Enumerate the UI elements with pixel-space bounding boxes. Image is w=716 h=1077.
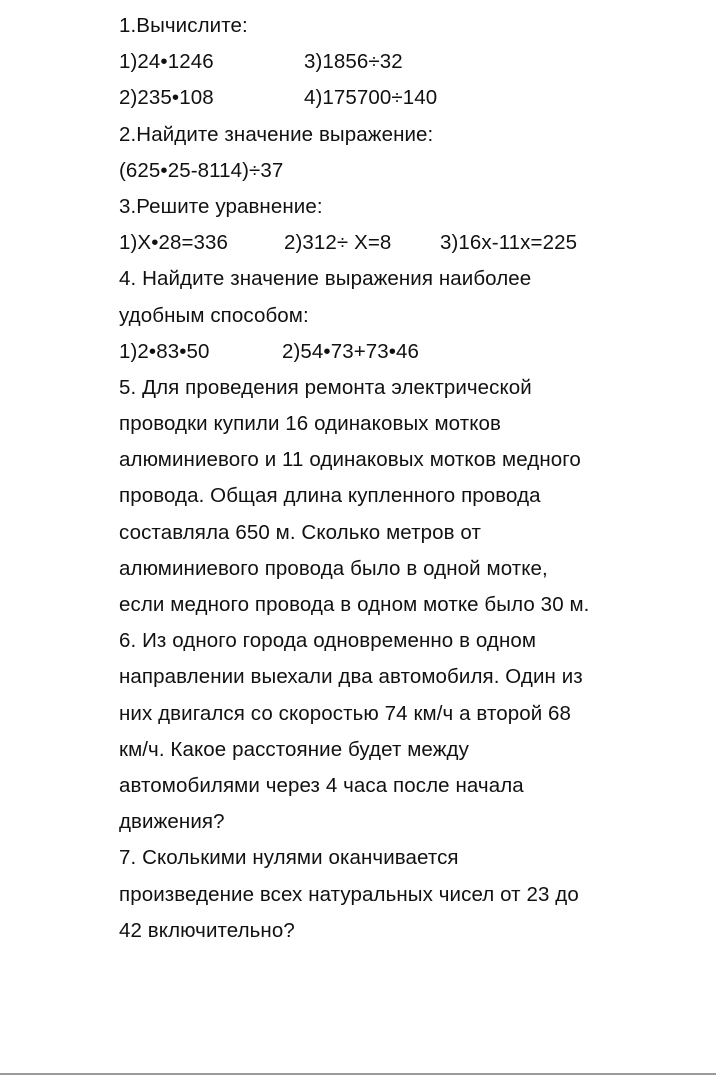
task3-item-1: 1)Х•28=336 (119, 231, 229, 255)
task1-item-2: 2)235•108 (119, 86, 214, 110)
page-bottom-divider (0, 1073, 716, 1075)
task4-row (119, 334, 659, 370)
task6-line-4: км/ч. Какое расстояние будет между (119, 737, 469, 761)
task3-title: 3.Решите уравнение: (119, 194, 323, 218)
task2-title: 2.Найдите значение выражение: (119, 122, 434, 146)
task1-item-3: 3)1856÷32 (304, 50, 403, 74)
task1-row-2 (119, 80, 659, 116)
task1-item-1: 1)24•1246 (119, 50, 214, 74)
task5-line-1: 5. Для проведения ремонта электрической (119, 375, 532, 399)
task5-line-6: алюминиевого провода было в одной мотке, (119, 556, 548, 580)
task6-line-5: автомобилями через 4 часа после начала (119, 773, 524, 797)
task5-line-7: если медного провода в одном мотке было 30 м. (119, 593, 590, 616)
task7-line-2: произведение всех натуральных чисел от 23 до (119, 882, 579, 906)
task6-line-6: движения? (119, 810, 225, 834)
task4-item-2: 2)54•73+73•46 (282, 339, 420, 363)
task1-title: 1.Вычислите: (119, 14, 248, 37)
task5-line-4: провода. Общая длина купленного провода (119, 484, 541, 508)
task5-line-5: составляла 650 м. Сколько метров от (119, 520, 481, 544)
task4-line-2: удобным способом: (119, 303, 309, 327)
task6-line-2: направлении выехали два автомобиля. Один из (119, 665, 583, 689)
task6-line-3: них двигался со скоростью 74 км/ч а второй 68 (119, 701, 572, 725)
task4-item-1: 1)2•83•50 (119, 339, 210, 363)
task3-row (119, 225, 659, 261)
task5-line-3: алюминиевого и 11 одинаковых мотков медного (119, 448, 581, 472)
task5-line-2: проводки купили 16 одинаковых мотков (119, 412, 501, 436)
task3-item-2: 2)312÷ Х=8 (284, 231, 392, 255)
task7-line-1: 7. Сколькими нулями оканчивается (119, 846, 459, 870)
task1-row-1 (119, 44, 659, 80)
worksheet-content (119, 8, 659, 949)
task7-line-3: 42 включительно? (119, 918, 295, 942)
task1-item-4: 4)175700÷140 (304, 86, 438, 110)
task2-expression: (625•25-8114)÷37 (119, 158, 284, 182)
task4-line-1: 4. Найдите значение выражения наиболее (119, 267, 532, 291)
task6-line-1: 6. Из одного города одновременно в одном (119, 629, 537, 653)
task3-item-3: 3)16х-11х=225 (440, 231, 578, 255)
